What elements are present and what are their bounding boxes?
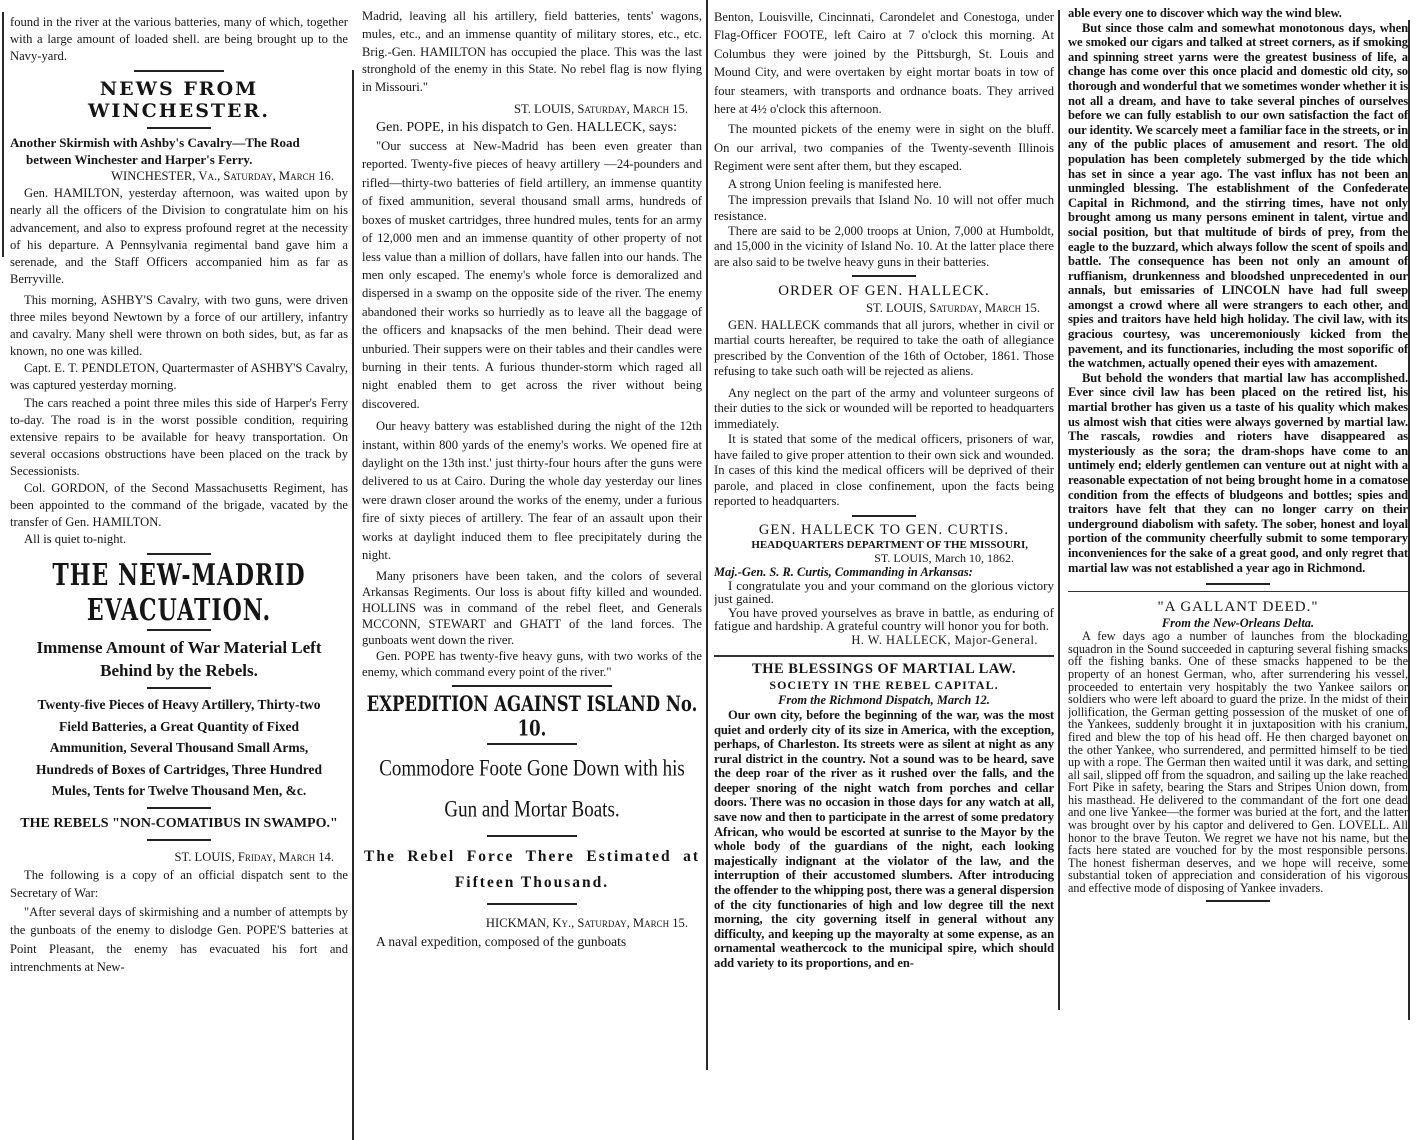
subhead-swampo: THE REBELS "NON-COMATIBUS IN SWAMPO." — [20, 815, 338, 831]
column-1 — [10, 0, 348, 1080]
headline-new-madrid: THE NEW-MADRID EVACUATION. — [52, 558, 306, 629]
paragraph: The following is a copy of an official dispatch sent to the Secretary of War: — [10, 867, 348, 901]
column-2 — [362, 0, 702, 1080]
continued-text: found in the river at the various batteries, many of which, together with a large amount of loaded shell. are being brought up to the Navy-yard. — [10, 15, 348, 64]
continued-text: Madrid, leaving all his artillery, field batteries, tents' wagons, mules, etc., and an immense quantity of military stores, etc., etc. Brig.-Gen. HAMILTON has occupied the place. This was the last stronghold of the enemy in this State. No rebel flag is now flying in Missouri." — [362, 9, 702, 95]
dateline: ST. LOUIS, Saturday, March 15. — [865, 301, 1040, 316]
subhead-list: Twenty-five Pieces of Heavy Artillery, Thirty-two Field Batteries, a Great Quantity of Fixed Ammunition, Several Thousand Small Arms, Hundreds of Boxes of Cartridges, Three Hundred Mules, Tents for Twelve Thousand Men, &c. — [36, 697, 322, 799]
paragraph: You have proved yourselves as brave in battle, as enduring of fatigue and hardship. A grateful country will honor you for both. — [714, 604, 1054, 634]
separator — [147, 551, 211, 557]
paragraph: It is stated that some of the medical officers, prisoners of war, have failed to give proper attention to their own sick and wounded. In cases of this kind the medical officers will be deprived of their parole, and placed in close confinement, upon the facts being reported to headquarters. — [714, 432, 1054, 509]
paragraph: Capt. E. T. PENDLETON, Quartermaster of ASHBY'S Cavalry, was captured yesterday morning. — [10, 361, 348, 393]
subhead-material: Immense Amount of War Material Left Behind by the Rebels. — [36, 638, 322, 681]
paragraph: This morning, ASHBY'S Cavalry, with two guns, were driven three miles beyond Newtown by a force of our artillery, infantry and cavalry. Many shell were thrown on both sides, but, as far as known, no one was killed. — [10, 292, 348, 359]
source-line: From the New-Orleans Delta. — [1161, 616, 1315, 631]
separator — [1206, 581, 1270, 587]
divider — [1068, 591, 1408, 592]
paragraph: The mounted pickets of the enemy were in sight on the bluff. On our arrival, two companies of the Twenty-seventh Illinois Regiment were sent after them, but they escaped. — [714, 122, 1054, 174]
separator — [487, 833, 577, 839]
source-line: From the Richmond Dispatch, March 12. — [778, 692, 990, 707]
dateline: ST. LOUIS, Friday, March 14. — [174, 849, 334, 864]
separator — [147, 125, 211, 131]
paragraph: But behold the wonders that martial law has accomplished. Ever since civil law has been placed on the retired list, his martial brother has given us a taste of his quality which makes us almost wish that cities were always governed by martial law. The rascals, rowdies and rioters have disappeared as mysteriously as the sora; the dram-shops have come to an untimely end; elderly gentlemen can venture out at night with a reasonable expectation of not being brought home in a comatose condition from the effects of bludgeons and bottles; spies and traitors have felt that they can no longer carry on their underground diabolism with safety. The sober, honest and loyal portion of the community cheerfully submit to some temporary inconveniences for the sake of a great good, and only regret that martial law was not established a year ago in Richmond. — [1068, 370, 1408, 575]
salutation: Maj.-Gen. S. R. Curtis, Commanding in Arkansas: — [714, 564, 973, 579]
headline-winchester: NEWS FROM WINCHESTER. — [88, 78, 270, 123]
column-rule — [706, 0, 708, 1070]
subhead-winchester: Another Skirmish with Ashby's Cavalry—The Road between Winchester and Harper's Ferry. — [10, 135, 300, 168]
subhead-rebel-force: The Rebel Force There Estimated at Fifteen Thousand. — [364, 848, 700, 892]
headline-order: ORDER OF GEN. HALLECK. — [778, 283, 990, 300]
separator — [487, 901, 577, 907]
paragraph: But since those calm and somewhat monotonous days, when we smoked our cigars and talked at street corners, as if smoking and spinning street yarns were the greatest business of life, a change has come over this once placid and domestic old city, so thorough and wonderful that we sometimes wonder whether it is not all a dream, and have to take several pinches of ourselves before we can fully establish to our own satisfaction the fact of our identity. We scarcely meet a familiar face in the streets, or in any of the public places of amusement and resort. The old population has been completely submerged by the tide which has set in since a year ago. The vast influx has not been an unmingled blessing. The establishment of the Confederate Capital in Richmond, and the stirring times, have not only brought among us many persons eminent in talent, virtue and social position, but that multitude of birds of prey, from the eagle to the buzzard, which always follow the scent of spoils and battle. The consequence has been not only an amount of ruffianism, drunkenness and bloodshed unprecedented in our annals, but emissaries of LINCOLN have had full sweep amongst a crowd where all were strangers to each other, and spies and traitors have held high holiday. The civil law, with its gracious courtesy, was unceremoniously kicked from the pavement, and its functionaries, including the most soporific of the watchmen, actually opened their eyes with amazement. — [1068, 20, 1408, 371]
separator — [147, 627, 211, 633]
paragraph: The impression prevails that Island No. 10 will not offer much resistance. — [714, 192, 1054, 223]
paragraph: Col. GORDON, of the Second Massachusetts Regiment, has been appointed to the command of the brigade, vacated by the transfer of Gen. HAMILTON. — [10, 480, 348, 530]
separator — [452, 683, 612, 689]
paragraph: All is quiet to-night. — [24, 532, 127, 547]
dateline: ST. LOUIS, Saturday, March 15. — [513, 101, 688, 116]
paragraph: There are said to be 2,000 troops at Union, 7,000 at Humboldt, and 15,000 in the vicinity of Island No. 10. At the latter place there are also said to be twelve heavy guns in their batteries. — [714, 223, 1054, 269]
paragraph: Any neglect on the part of the army and volunteer surgeons of their duties to the sick or wounded will be reported to headquarters immediately. — [714, 385, 1054, 431]
subhead-rebel-capital: SOCIETY IN THE REBEL CAPITAL. — [769, 677, 999, 692]
column-rule — [1408, 20, 1410, 1020]
separator — [147, 837, 211, 843]
paragraph: A few days ago a number of launches from the blockading squadron in the Sound succeeded in capturing several fishing smacks off the fishing banks. One of these smacks happened to be the property of an honest German, who, after surrendering his vessel, proceeded to entertain very hospitably the two Yankee sailors or soldiers who were left aboard to guard the prize. In the midst of their jollification, the German getting possession of the musket of one of the Yankees, suddenly brought it in juxtaposition with his cranium, fired and blew the top of his head off. He then charged bayonet on the other Yankee, who surrendered, and permitted himself to be tied up with a rope. The German then waited until it was dark, and setting all sail, slipped off from the squadron, and sailing up the lake reached Fort Pike in safety, bearing the Stars and Stripes Union down, from his masthead. He delivered to the commandant of the fort one dead and one live Yankee—the former was buried at the fort, and the latter was brought over by his captor and delivered to Gen. LOVELL. All honor to the brave Teuton. We regret we have not his name, but the facts here stated are vouched for by the most responsible persons. The honest fisherman deserves, and we hope will receive, some substantial token of appreciation and consideration of his vigorous and effective mode of disposing of Yankee invaders. — [1068, 629, 1408, 896]
separator — [1206, 898, 1270, 904]
separator — [852, 513, 916, 519]
subhead-foote: Commodore Foote Gone Down with his Gun and Mortar Boats. — [379, 756, 685, 823]
headline-martial-law: THE BLESSINGS OF MARTIAL LAW. — [752, 660, 1016, 677]
paragraph: "Our success at New-Madrid has been even greater than reported. Twenty-five pieces of heavy artillery —24-pounders and rifled—thirty-two batteries of field artillery, an immense quantity of fixed ammunition, several thousand small arms, hundreds of boxes of musket cartridges, three hundred mules, tents for an army of 12,000 men and an immense quantity of other property of not less value than a million of dollars, have fallen into our hands. The men only escaped. The enemy's whole force is demoralized and dispersed in a swamp on the opposite side of the river. The enemy abandoned their works so hurriedly as to leave all the baggage of the officers and knapsacks of the men behind. Their dead were unburied. Their suppers were on their tables and their candles were burning in their tents. A furious thunder-storm which raged all night enabled them to get across the river without being discovered. — [362, 139, 702, 411]
dateline: WINCHESTER, Va., Saturday, March 16. — [111, 169, 334, 184]
separator — [147, 685, 211, 691]
signature: H. W. HALLECK, Major-General. — [851, 632, 1038, 647]
paragraph: Our own city, before the beginning of the war, was the most quiet and orderly city of its size in America, with the exception, perhaps, of Charleston. Its streets were as silent at night as any rural district in the country. Not a sound was to be heard, save the deep roar of the river as it rushed over the falls, and the deeper snoring of the night watch from porches and cellar doors. There was no occasion in those days for any watch at all, save now and then to participate in the arrest of some predatory African, who would be escorted at sunrise to the Mayor by the whole body of the guardians of the night, each looking majestically indignant at the violator of the law, and the interruption of their accustomed slumbers. After introducing the offender to the whipping post, there was a general dispersion of the city functionaries of high and low degree till the next morning, the city governing itself in general without any difficulty, and keeping up the mayoralty at some expense, as an ornamental weathercock to the municipal spire, which should add variety to its proportions, and en- — [714, 707, 1054, 970]
separator — [852, 273, 916, 279]
column-rule — [2, 12, 4, 257]
paragraph: A strong Union feeling is manifested here. — [728, 176, 942, 191]
paragraph: I congratulate you and your command on the glorious victory just gained. — [714, 577, 1054, 607]
paragraph: Many prisoners have been taken, and the colors of several Arkansas Regiments. Our loss is about fifty killed and wounded. HOLLINS was in command of the rebel fleet, and Generals MCCONN, STEWART and GHATT of the land forces. The gunboats went down the river. — [362, 569, 702, 648]
paragraph: The cars reached a point three miles this side of Harper's Ferry to-day. The road is in the worst possible condition, requiring extensive repairs to be available for heavy transportation. On several occasions obstructions have been placed on the track by Secessionists. — [10, 395, 348, 478]
column-3 — [714, 0, 1054, 1080]
separator — [134, 68, 224, 74]
paragraph: Our heavy battery was established during the night of the 12th instant, within 800 yards of the enemy's works. We opened fire at daylight on the 13th inst.' just thirty-four hours after the guns were delivered to us at Cairo. During the whole day yesterday our lines were drawn closer around the works of the enemy, under a furious fire of sixty pieces of artillery. The fear of an assault upon their works at daylight induced them to flee precipitately during the night. — [362, 419, 702, 563]
paragraph: Gen. POPE has twenty-five heavy guns, with two works of the enemy, which command every point of the river." — [362, 649, 702, 680]
paragraph: Gen. POPE, in his dispatch to Gen. HALLECK, says: — [376, 120, 677, 136]
headline-gallant-deed: "A GALLANT DEED." — [1157, 599, 1319, 616]
paragraph: Gen. HAMILTON, yesterday afternoon, was waited upon by nearly all the officers of the Division to congratulate him on his advancement, and also to express profound regret at the necessity of his departure. A Pennsylvania regimental band gave him a serenade, and the Staff Officers accompanied him as far as Berryville. — [10, 186, 348, 286]
divider — [714, 655, 1054, 657]
paragraph: GEN. HALLECK commands that all jurors, whether in civil or martial courts hereafter, be required to take the oath of allegiance prescribed by the Convention of the 16th of October, 1861. Those refusing to take such oath will be rejected as aliens. — [714, 317, 1054, 379]
dateline: HICKMAN, Ky., Saturday, March 15. — [485, 916, 688, 931]
paragraph: "After several days of skirmishing and a number of attempts by the gunboats of the enemy to dislodge Gen. POPE'S batteries at Point Pleasant, the enemy has evacuated his fort and intrenchments at New- — [10, 904, 348, 975]
column-4 — [1068, 0, 1408, 1080]
column-rule — [1058, 10, 1060, 1010]
headline-curtis: GEN. HALLECK TO GEN. CURTIS. — [758, 521, 1010, 538]
separator — [147, 805, 211, 811]
paragraph: able every one to discover which way the wind blew. — [1068, 6, 1342, 20]
paragraph: A naval expedition, composed of the gunboats — [376, 933, 627, 949]
hq-line: HEADQUARTERS DEPARTMENT OF THE MISSOURI, — [751, 538, 1028, 551]
column-rule — [352, 70, 354, 1140]
paragraph: Benton, Louisville, Cincinnati, Carondelet and Conestoga, under Flag-Officer FOOTE, left Cairo at 7 o'clock this morning. At Columbus they were joined by the Pittsburgh, St. Louis and Mound City, and were overtaken by eight mortar boats in tow of four steamers, with transports and ordnance boats. They arrived here at 4½ o'clock this afternoon. — [714, 10, 1054, 117]
hq-date: ST. LOUIS, March 10, 1862. — [874, 550, 1014, 565]
headline-island-10: EXPEDITION AGAINST ISLAND No. 10. — [366, 691, 698, 742]
